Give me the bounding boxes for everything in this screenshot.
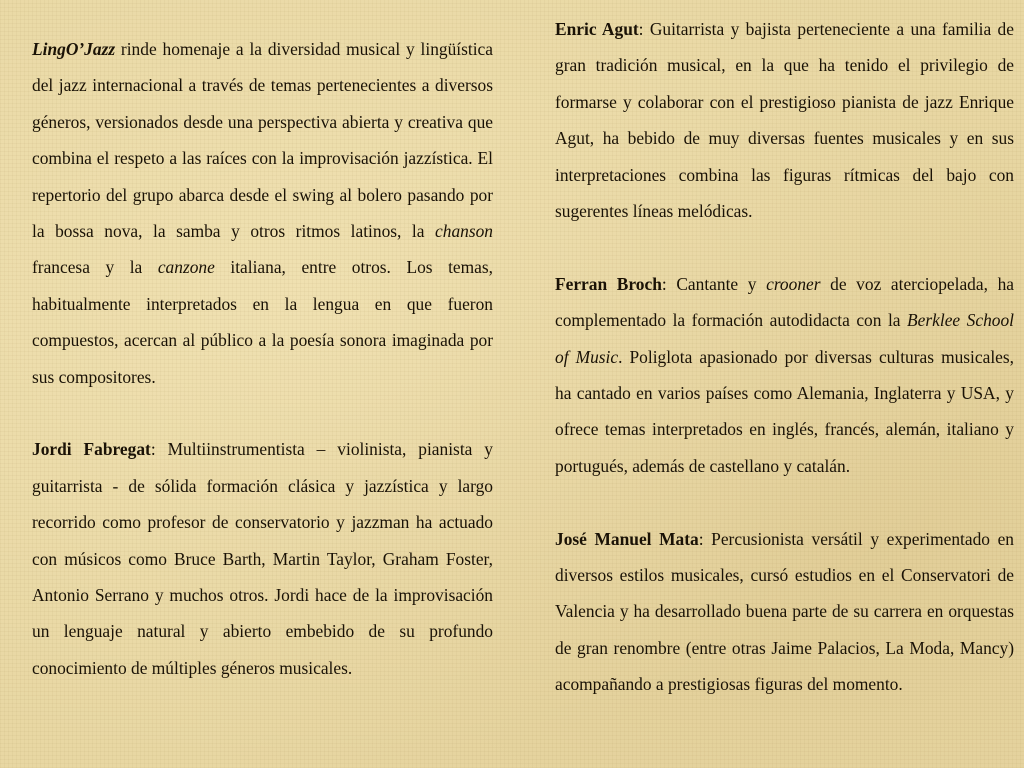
- intro-text-1: rinde homenaje a la diversidad musical y lingüística del jazz internacional a través de temas pertenecientes a diversos géneros, versionados desde una perspectiva abierta y creativa que combina el respeto a las raíces con la improvisación jazzística. El repertorio del grupo abarca desde el swing al bolero pasando por la bossa nova, la samba y otros ritmos latinos, la: [32, 39, 493, 242]
- canzone-term: canzone: [157, 257, 215, 278]
- right-column: [555, 11, 1014, 703]
- berklee-term: Berklee School of Music: [555, 310, 1015, 367]
- bio-text-ferran-3: . Poliglota apasionado por diversas culturas musicales, ha cantado en varios países como Alemania, Inglaterra y USA, y ofrece temas interpretados en inglés, francés, alemán, italiano y portugués, además de castellano y catalán.: [555, 346, 1014, 476]
- intro-paragraph: [32, 31, 493, 395]
- musician-name-jordi: Jordi Fabregat: [32, 439, 151, 460]
- bio-text-jose: : Percusionista versátil y experimentado en diversos estilos musicales, cursó estudios en el Conservatori de Valencia y ha desarrollado buena parte de su carrera en orquestas de gran renombre (entre otras Jaime Palacios, La Moda, Mancy) acompañando a prestigiosas figuras del momento.: [555, 528, 1014, 695]
- musician-name-ferran: Ferran Broch: [555, 273, 662, 294]
- bio-jordi: [32, 431, 493, 686]
- musician-name-jose: José Manuel Mata: [555, 528, 699, 549]
- bio-text-jordi: : Multiinstrumentista – violinista, pianista y guitarrista - de sólida formación clásica y jazzística y largo recorrido como profesor de conservatorio y jazzman ha actuado con músicos como Bruce Barth, Martin Taylor, Graham Foster, Antonio Serrano y muchos otros. Jordi hace de la improvisación un lenguaje natural y abierto embebido de su profundo conocimiento de múltiples géneros musicales.: [32, 439, 493, 678]
- bio-text-ferran-2: de voz aterciopelada, ha complementado la formación autodidacta con la: [555, 273, 1014, 331]
- bio-jose: [555, 521, 1014, 703]
- left-column: [32, 31, 493, 686]
- musician-name-enric: Enric Agut: [555, 19, 639, 39]
- bio-ferran: [555, 266, 1014, 484]
- bio-enric: [555, 11, 1014, 229]
- intro-text-3: italiana, entre otros. Los temas, habitualmente interpretados en la lengua en que fueron compuestos, acercan al público a la poesía sonora imaginada por sus compositores.: [32, 257, 493, 387]
- crooner-term: crooner: [766, 273, 821, 294]
- intro-text-2: francesa y la: [32, 257, 158, 278]
- bio-text-ferran-1: : Cantante y: [661, 273, 767, 294]
- bio-text-enric: : Guitarrista y bajista perteneciente a una familia de gran tradición musical, en la que ha tenido el privilegio de formarse y colaborar con el prestigioso pianista de jazz Enrique Agut, ha bebido de muy diversas fuentes musicales y en sus interpretaciones combina las figuras rítmicas del bajo con sugerentes líneas melódicas.: [555, 19, 1014, 222]
- chanson-term: chanson: [435, 221, 493, 242]
- band-name: LingO’Jazz: [32, 39, 116, 59]
